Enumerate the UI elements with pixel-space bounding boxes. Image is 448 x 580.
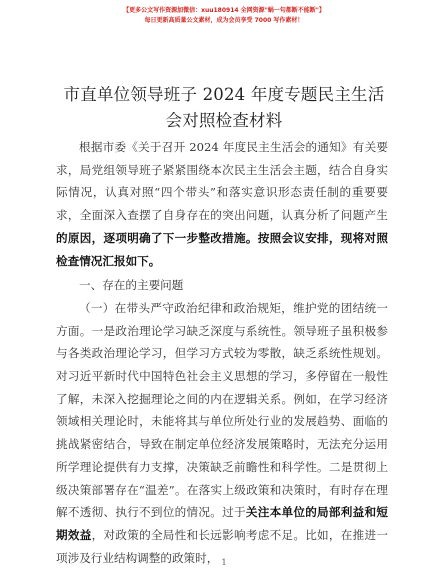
problem-text-emphasis: 关注本单位的局部利益和短期效益 [56,505,388,542]
problem-text-part-3: ，对政策的全局性和长远影响考虑不足。比如，在推进一项涉及行业结构调整的政策时， [56,527,388,565]
intro-text-part-2: 的原因，逐项明确了下一步整改措施。按照会议安排，现将对照检查情况汇报如下。 [56,230,388,268]
section-heading: 一、存在的主要问题 [79,278,184,293]
promo-banner [0,6,448,26]
intro-paragraph [56,136,388,272]
intro-text-part-1: 根据市委《关于召开 2024 年度民主生活会的通知》有关要求，局党组领导班子紧紧围绕本次民主生活会主题，结合自身实际情况，认真对照“四个带头”和落实意识形态责任制的重要要求，全面深入查摆了自身存在的突出问题，认真分析了问题产生 [56,140,388,223]
document-body [56,136,388,569]
page-number: 1 [221,558,227,567]
problem-paragraph [56,297,388,569]
promo-banner-line-2: 每日更新高质量公文素材，成为会员享受 7000 写作素材！ [144,17,304,24]
promo-banner-line-1: 【更多公文写作资源加微信：xuu180914 全网资源"蜗一句都断不能断"】 [123,7,325,14]
document-title: 市直单位领导班子 2024 年度专题民主生活会对照检查材料 [63,85,385,130]
problem-text-part-1: （一）在带头严守政治纪律和政治规矩，维护党的团结统一方面。一是政治理论学习缺乏深度与系统性。领导班子虽积极参与各类政治理论学习，但学习方式较为零散，缺乏系统性规划。对习近平新时代中国特色社会主义思想的学习，多停留在一般性了解，未深入挖掘理论之间的内在逻辑关系。例如，在学习经济领域相关理论时，未能将其与单位所处行业的发展趋势、面临的挑战紧密结合，导致在制定单位经济发展策略时，无法充分运用所学理论提供有力支撑，决策缺乏前瞻性和科学性。二是贯彻上级决策部署存在“温差”。在落实上级政策和决策时，有时存在理解不透彻、执行不到位的情况。过于 [56,300,388,520]
